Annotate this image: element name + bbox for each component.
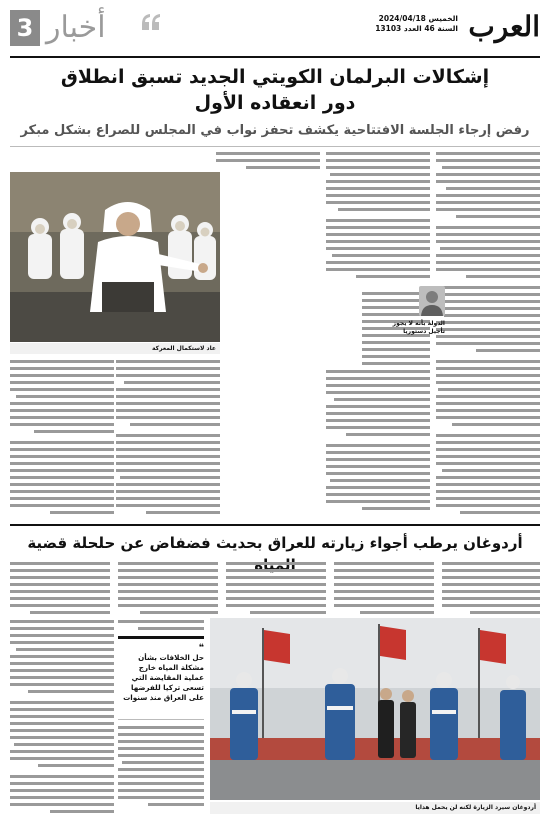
ceremony-photo — [210, 618, 540, 800]
masthead — [10, 8, 540, 58]
article1-subheadline: رفض إرجاء الجلسة الافتتاحية يكشف تحفز نواب في المجلس للصراع بشكل مبكر — [20, 123, 530, 138]
article1-body-col3 — [216, 150, 320, 170]
article1-headline — [10, 64, 540, 116]
section-name: أخبار — [46, 10, 106, 45]
header-rule — [10, 56, 540, 58]
parliament-photo — [10, 172, 220, 342]
article2-body-top — [10, 560, 540, 616]
issue-date: الخميس 2024/04/18 — [378, 14, 458, 23]
pull-quote-text: حل الخلافات بشأن مشكلة المياه خارج عملية المقايضة التي تسعى تركيا للفرضها على العراق منذ سنوات — [123, 653, 204, 702]
subheadline-rule — [10, 146, 540, 147]
article1-body-col5 — [116, 358, 220, 520]
issue-number: السنة 46 العدد 13103 — [375, 24, 458, 33]
author-role: الدولة بأنه لا يجوز تأجيل دستوريا — [392, 320, 445, 335]
article2-body-left — [10, 618, 114, 814]
ceremony-scene-illustration — [210, 618, 540, 800]
article1-body-col4 — [10, 358, 114, 520]
article2-rule — [10, 524, 540, 526]
article2-body-mid-top — [118, 618, 204, 634]
ceremony-photo-caption: أردوغان سيرد الزيارة لكنه لن يحمل هدايا — [210, 802, 540, 814]
parliament-photo-caption: عاد لاستكمال المعركة — [10, 343, 220, 354]
newspaper-logo: العرب — [468, 10, 540, 43]
article1-body-col2 — [326, 150, 430, 286]
article1-headline-line1: إشكالات البرلمان الكويتي الجديد تسبق انطلاق — [60, 66, 490, 88]
pull-quote-icon: ❝ — [198, 643, 204, 653]
article2-pull-quote — [118, 636, 204, 720]
quote-icon — [140, 12, 162, 32]
article2-body-mid-bottom — [118, 724, 204, 814]
issue-info — [375, 14, 458, 34]
article1-body-col2-bottom — [326, 368, 430, 520]
section-number: 3 — [10, 10, 40, 46]
author-silhouette-icon — [419, 286, 445, 316]
parliament-scene-illustration — [10, 172, 220, 342]
article1-body-col1 — [436, 150, 540, 520]
article1-headline-line2: دور انعقاده الأول — [194, 92, 356, 114]
author-photo — [419, 286, 445, 316]
article2-headline: أردوغان يرطب أجواء زيارته للعراق بحديث فضفاض عن حلحلة قضية — [27, 534, 523, 552]
author-box — [375, 286, 445, 366]
